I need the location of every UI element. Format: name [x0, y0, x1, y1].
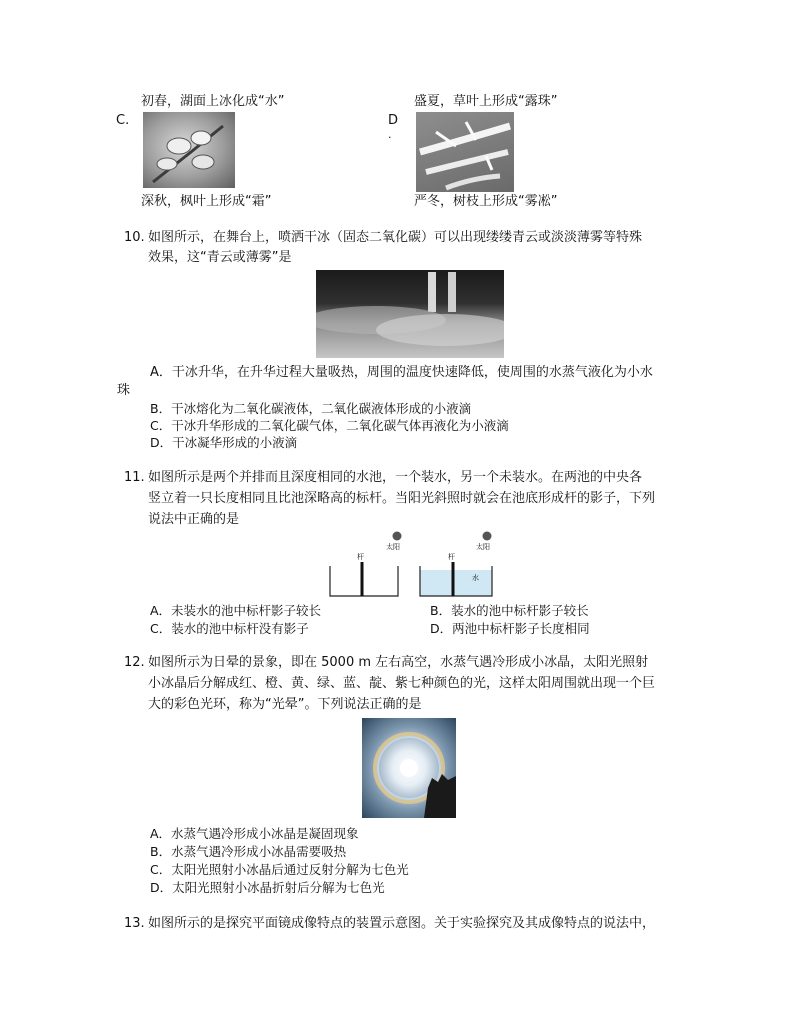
- q11-stem-line1: 如图所示是两个并排而且深度相同的水池，一个装水，另一个未装水。在两池的中央各: [148, 470, 643, 485]
- pool-diagram: [324, 528, 500, 598]
- option-d-dot: .: [388, 128, 392, 141]
- pool-figure: [324, 528, 500, 598]
- option-d-top-caption: 盛夏，草叶上形成“露珠”: [414, 94, 558, 109]
- right-pole-label: 杆: [448, 553, 455, 561]
- q11-option-b: B．装水的池中标杆影子较长: [430, 603, 589, 618]
- frosted-leaf-image: [143, 112, 235, 188]
- left-sun-icon: [393, 532, 402, 541]
- q12-stem-line3: 大的彩色光环，称为“光晕”。下列说法正确的是: [148, 697, 422, 712]
- option-d-label: D: [388, 113, 399, 128]
- right-sun-label: 太阳: [476, 543, 490, 551]
- option-c-top-caption: 初春，湖面上冰化成“水”: [141, 94, 285, 109]
- q10-option-b: B．干冰熔化为二氧化碳液体，二氧化碳液体形成的小液滴: [150, 401, 472, 416]
- q12-option-c: C．太阳光照射小冰晶后通过反射分解为七色光: [150, 862, 409, 877]
- q11-stem-line2: 竖立着一只长度相同且比池深略高的标杆。当阳光斜照时就会在池底形成杆的影子，下列: [148, 491, 656, 506]
- q12-stem-line2: 小冰晶后分解成红、橙、黄、绿、蓝、靛、紫七种颜色的光，这样太阳周围就出现一个巨: [148, 676, 656, 691]
- left-sun-label: 太阳: [386, 543, 400, 551]
- left-pole-label: 杆: [357, 553, 364, 561]
- q11-option-c: C．装水的池中标杆没有影子: [150, 621, 309, 636]
- water-label: 水: [472, 574, 479, 582]
- sun-halo-photo: [362, 718, 456, 818]
- q12-stem-line1: 如图所示为日晕的景象，即在 5000 m 左右高空，水蒸气遇冷形成小冰晶，太阳光照射: [148, 655, 649, 670]
- q10-stem-line1: 如图所示，在舞台上，喷洒干冰（固态二氧化碳）可以出现缕缕青云或淡淡薄雾等特殊: [148, 230, 643, 245]
- sun-halo-image: [362, 718, 456, 818]
- dry-ice-stage-photo: [316, 270, 504, 358]
- q13-number: 13.: [124, 916, 145, 931]
- option-c-label: C.: [116, 113, 130, 128]
- option-d-bottom-caption: 严冬，树枝上形成“雾凇”: [414, 194, 558, 209]
- q10-stem-line2: 效果，这“青云或薄雾”是: [148, 250, 292, 265]
- q12-option-d: D．太阳光照射小冰晶折射后分解为七色光: [150, 880, 385, 895]
- q11-stem-line3: 说法中正确的是: [148, 512, 240, 527]
- q11-option-d: D．两池中标杆影子长度相同: [430, 621, 590, 636]
- q10-option-c: C．干冰升华形成的二氧化碳气体，二氧化碳气体再液化为小液滴: [150, 418, 509, 433]
- q13-stem-line1: 如图所示的是探究平面镜成像特点的装置示意图。关于实验探究及其成像特点的说法中，: [148, 916, 656, 931]
- q12-option-a: A．水蒸气遇冷形成小冰晶是凝固现象: [150, 826, 359, 841]
- q10-number: 10.: [124, 230, 145, 245]
- q10-option-d: D．干冰凝华形成的小液滴: [150, 435, 298, 450]
- dry-ice-fog-image: [316, 270, 504, 358]
- option-c-bottom-caption: 深秋，枫叶上形成“霜”: [141, 194, 272, 209]
- q11-option-a: A．未装水的池中标杆影子较长: [150, 603, 322, 618]
- q12-option-b: B．水蒸气遇冷形成小冰晶需要吸热: [150, 844, 347, 859]
- rime-branch-image: [416, 112, 514, 192]
- q11-number: 11.: [124, 470, 145, 485]
- frosted-leaf-photo: [143, 112, 235, 188]
- q10-option-a-line2: 珠: [117, 383, 131, 398]
- q12-number: 12.: [124, 655, 145, 670]
- right-sun-icon: [483, 532, 492, 541]
- rime-branch-photo: [416, 112, 514, 192]
- q10-option-a-line1: A．干冰升华，在升华过程大量吸热，周围的温度快速降低，使周围的水蒸气液化为小水: [150, 365, 653, 380]
